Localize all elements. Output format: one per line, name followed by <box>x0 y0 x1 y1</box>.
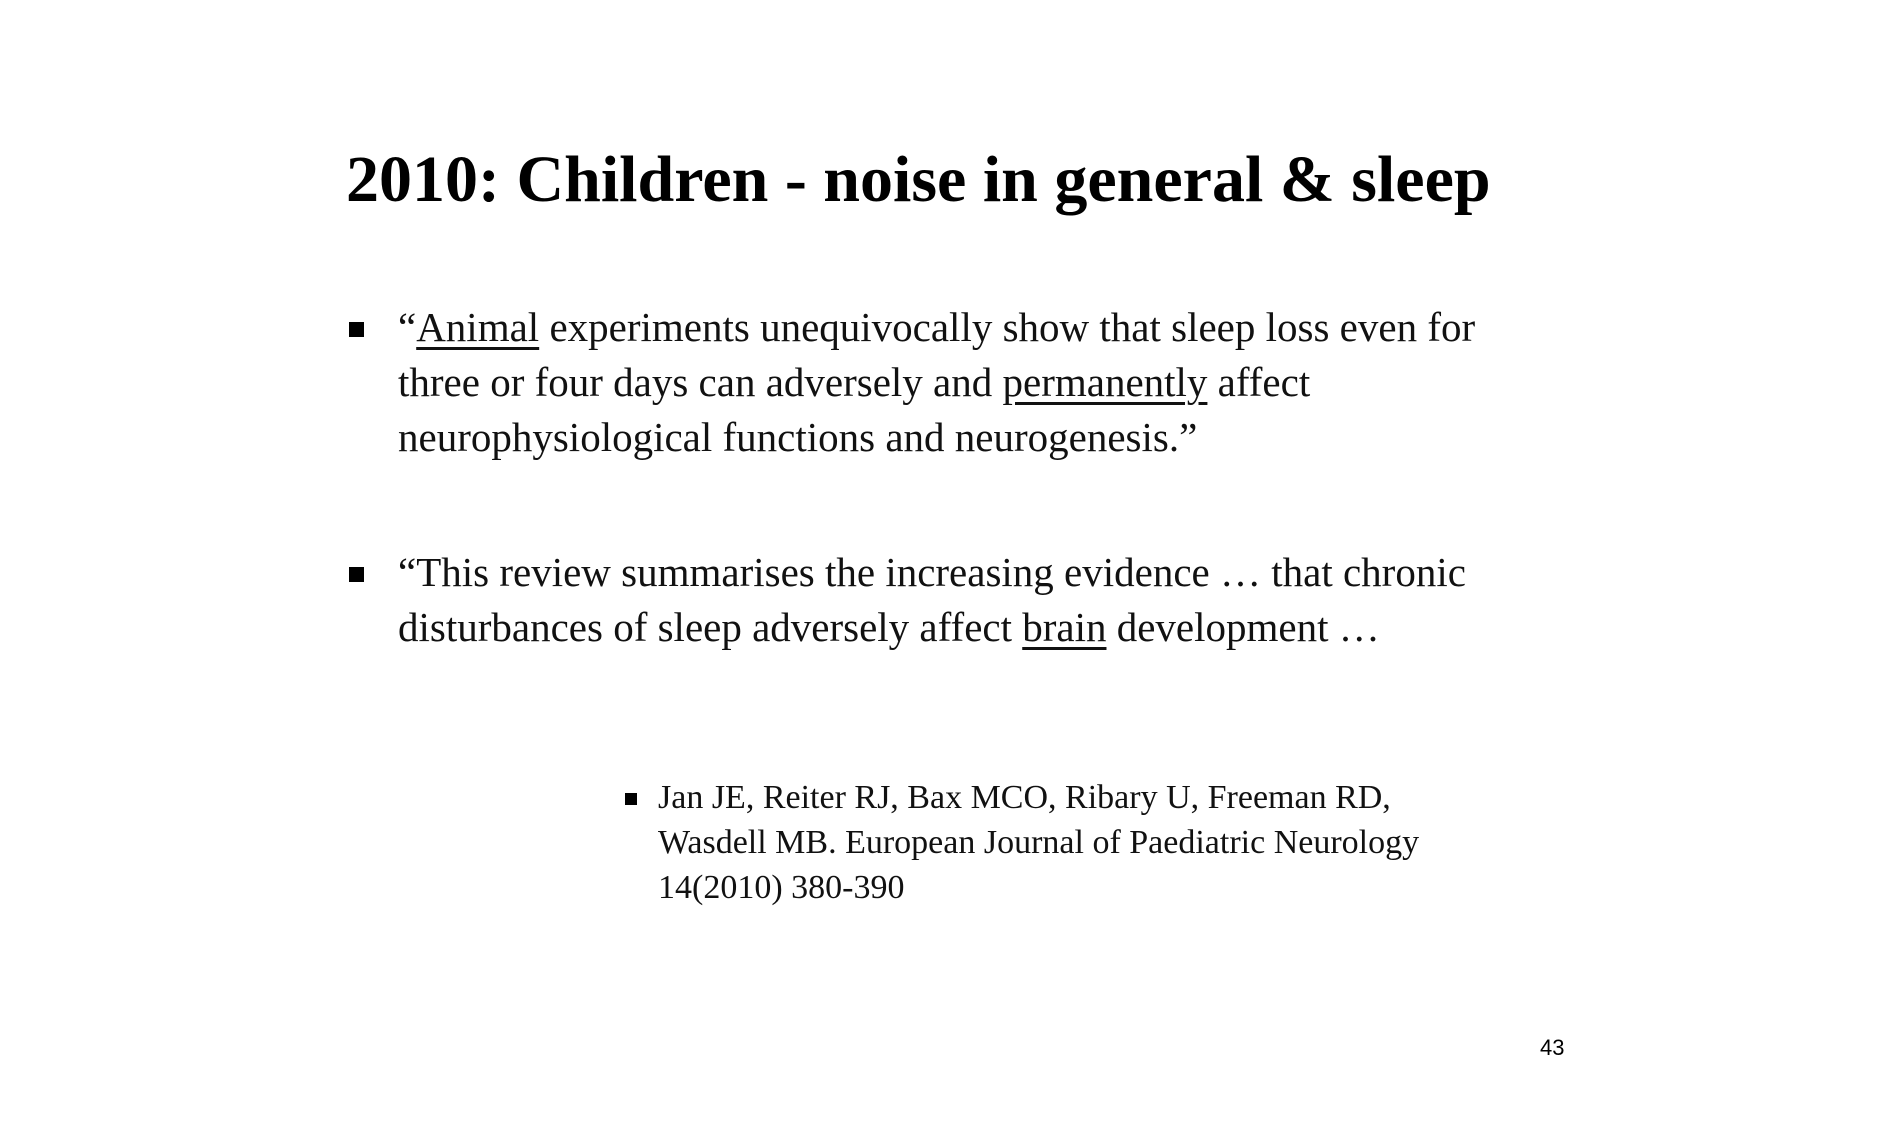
reference-line: Jan JE, Reiter RJ, Bax MCO, Ribary U, Freeman RD, <box>658 779 1391 816</box>
bullet-item-animal-experiments <box>346 300 1586 465</box>
bullet-line: neurophysiological functions and neurogenesis.” <box>398 414 1198 460</box>
square-bullet-icon <box>625 793 637 805</box>
text-segment: affect <box>1207 359 1311 405</box>
slide-title: 2010: Children - noise in general & sleep <box>346 143 1491 216</box>
bullet-line: “This review summarises the increasing evidence … that chronic <box>398 549 1466 595</box>
square-bullet-icon <box>349 322 364 337</box>
text-segment: disturbances of sleep adversely affect <box>398 604 1023 650</box>
text-segment: experiments unequivocally show that sleep loss even for <box>539 304 1476 350</box>
page-number: 43 <box>1540 1035 1565 1060</box>
square-bullet-icon <box>349 567 364 582</box>
reference-text <box>658 775 1525 910</box>
bullet-line <box>398 600 1586 655</box>
bullet-item-review-summary <box>346 545 1586 655</box>
underlined-word: Animal <box>416 304 540 350</box>
bullet-text <box>398 545 1586 655</box>
text-segment: development … <box>1106 604 1380 650</box>
bullet-text <box>398 300 1586 465</box>
underlined-word: brain <box>1022 604 1107 650</box>
bullet-line <box>398 300 1586 355</box>
reference-line: 14(2010) 380-390 <box>658 869 905 906</box>
reference-line: Wasdell MB. European Journal of Paediatric Neurology <box>658 824 1420 861</box>
text-segment: “ <box>398 304 417 350</box>
underlined-word: permanently <box>1002 359 1208 405</box>
reference-citation <box>625 775 1525 910</box>
text-segment: three or four days can adversely and <box>398 359 1003 405</box>
bullet-line <box>398 355 1586 410</box>
